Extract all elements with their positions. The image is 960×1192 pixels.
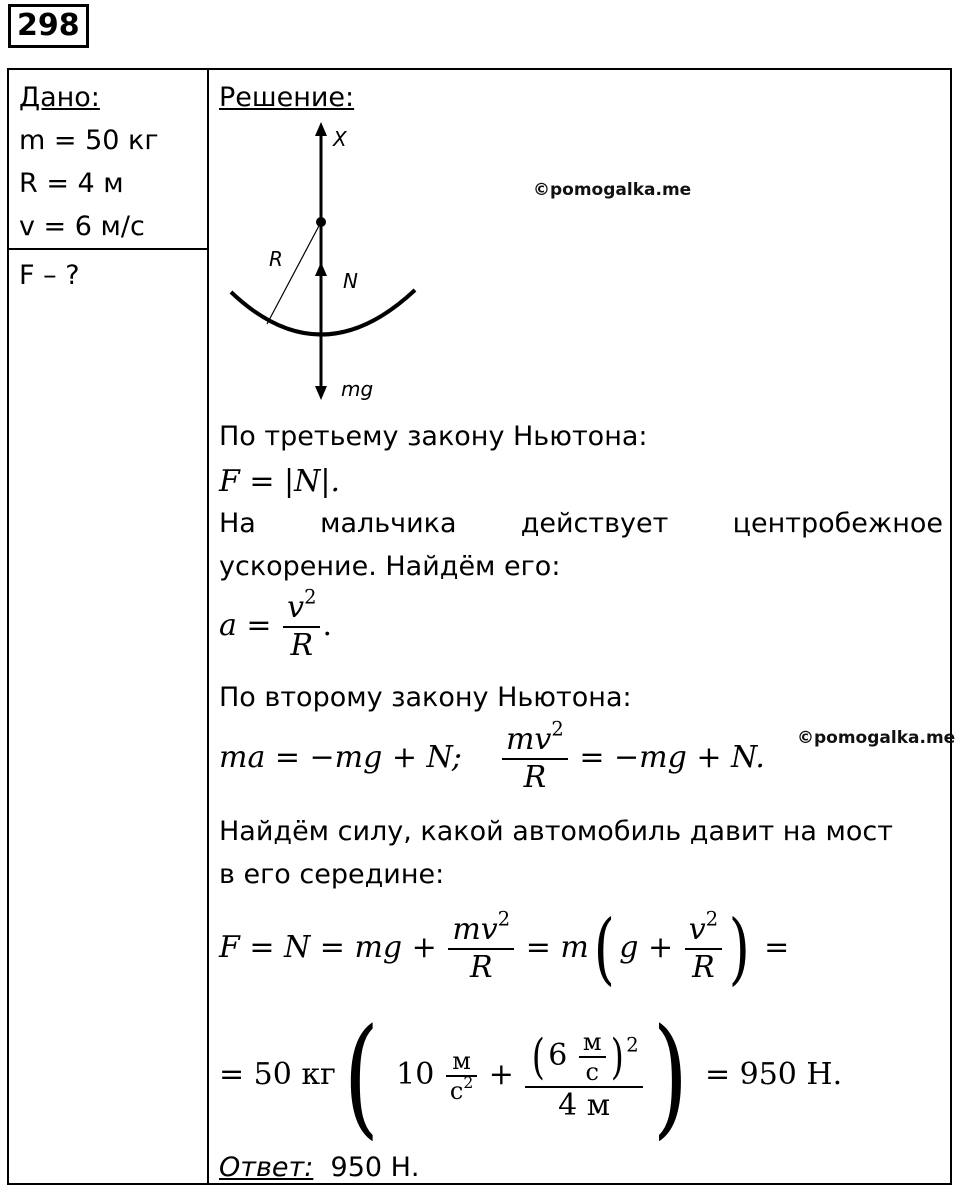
problem-number: 298 (8, 4, 89, 48)
second-law-text: По второму закону Ньютона: (219, 682, 632, 713)
bridge-arc (231, 290, 415, 335)
axis-label-x: X (333, 127, 347, 151)
centripetal-text-line-1 (219, 502, 943, 545)
answer-value: 950 Н. (330, 1152, 420, 1183)
word: действует (520, 508, 669, 539)
solution-title: Решение: (219, 82, 355, 113)
find-quantity: F – ? (19, 260, 80, 291)
mg-arrowhead (315, 386, 327, 400)
given-column (9, 70, 209, 1183)
given-velocity: v = 6 м/с (19, 211, 145, 242)
solution-table (7, 68, 956, 1185)
word: На (219, 508, 256, 539)
third-law-equation: F = |N|. (219, 464, 341, 499)
gravity-label: mg (341, 377, 374, 401)
calculation-equation: = 50 кг( 10 $\frac{м}{с^2}$ + (6 $\frac{м}{с}$ ) $^2$ 4 м ) = 950 Н. (219, 1000, 843, 1152)
third-law-text: По третьему закону Ньютона: (219, 421, 648, 452)
n-arrowhead (315, 262, 327, 276)
centripetal-text-line-2: ускорение. Найдём его: (219, 551, 561, 582)
word: мальчика (320, 508, 457, 539)
answer (219, 1146, 420, 1189)
force-equation: F = N = mg + $\frac{mv^2}{R}$ = m( g + $\frac{v^2}{R}$ ) = (219, 904, 790, 994)
normal-force-label: N (343, 269, 358, 293)
watermark-top: ©pomogalka.me (533, 180, 692, 200)
word: центробежное (732, 508, 943, 539)
given-title: Дано: (19, 82, 100, 113)
radius-label: R (269, 247, 283, 271)
watermark-middle: ©pomogalka.me (797, 728, 956, 748)
find-force-text-1: Найдём силу, какой автомобиль давит на мост (219, 816, 893, 847)
acceleration-equation: a = $\frac{v^2}{R}$ . (219, 585, 333, 663)
given-radius: R = 4 м (19, 168, 124, 199)
solution-column (219, 70, 956, 1183)
given-mass: m = 50 кг (19, 125, 159, 156)
center-point (316, 217, 326, 227)
second-law-equation: ma = −mg + N; $\frac{mv^2}{R}$ = −mg + N. (219, 717, 765, 795)
given-box (9, 70, 207, 250)
find-force-text-2: в его середине: (219, 859, 445, 890)
answer-label: Ответ: (219, 1152, 314, 1183)
radius-line (267, 222, 321, 324)
force-diagram (219, 118, 439, 408)
x-arrowhead (315, 122, 327, 136)
